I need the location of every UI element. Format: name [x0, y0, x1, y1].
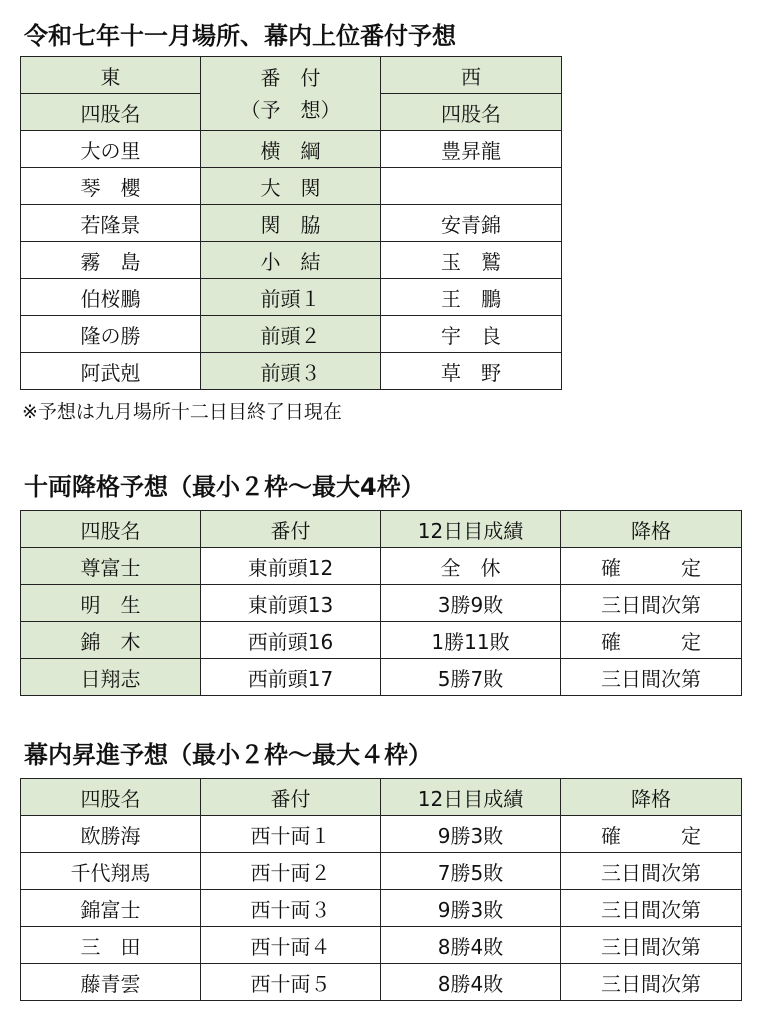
- promotion-status: 三日間次第: [561, 890, 742, 927]
- promotion-status: 三日間次第: [561, 853, 742, 890]
- wrestler-name: 日翔志: [21, 659, 201, 696]
- west-wrestler: 安青錦: [381, 205, 562, 242]
- rank-header: [201, 57, 381, 131]
- rank-header-line2: （予 想）: [240, 97, 341, 122]
- west-wrestler: 宇 良: [381, 316, 562, 353]
- west-wrestler: 王 鵬: [381, 279, 562, 316]
- banzuke-header-row: [21, 57, 562, 94]
- wrestler-rank: 西十両１: [201, 816, 381, 853]
- promotion-table: [20, 778, 742, 1001]
- shikona-header: 四股名: [21, 779, 201, 816]
- demotion-status: 三日間次第: [561, 659, 742, 696]
- table-row: [21, 548, 742, 585]
- wrestler-rank: 西十両３: [201, 890, 381, 927]
- west-wrestler: 草 野: [381, 353, 562, 390]
- rank-header: 番付: [201, 779, 381, 816]
- table-row: [21, 659, 742, 696]
- table-row: [21, 964, 742, 1001]
- east-wrestler: 阿武剋: [21, 353, 201, 390]
- table-row: [21, 316, 562, 353]
- banzuke-title: 令和七年十一月場所、幕内上位番付予想: [24, 22, 456, 50]
- record-header: 12日目成績: [381, 779, 561, 816]
- rank-header-line1: 番 付: [260, 65, 321, 90]
- promotion-status: 三日間次第: [561, 927, 742, 964]
- table-row: [21, 927, 742, 964]
- wrestler-record: 9勝3敗: [381, 890, 561, 927]
- table-row: [21, 168, 562, 205]
- wrestler-name: 錦富士: [21, 890, 201, 927]
- promotion-title: 幕内昇進予想（最小２枠～最大４枠）: [24, 741, 432, 769]
- wrestler-name: 錦 木: [21, 622, 201, 659]
- west-wrestler: [381, 168, 562, 205]
- east-header: 東: [21, 57, 201, 94]
- wrestler-name: 明 生: [21, 585, 201, 622]
- wrestler-rank: 西前頭17: [201, 659, 381, 696]
- record-header: 12日目成績: [381, 511, 561, 548]
- west-header: 西: [381, 57, 562, 94]
- rank-cell: 前頭２: [201, 316, 381, 353]
- rank-cell: 小 結: [201, 242, 381, 279]
- wrestler-record: 3勝9敗: [381, 585, 561, 622]
- wrestler-name: 尊富士: [21, 548, 201, 585]
- wrestler-record: 7勝5敗: [381, 853, 561, 890]
- shikona-header: 四股名: [21, 511, 201, 548]
- demotion-header-row: [21, 511, 742, 548]
- wrestler-rank: 東前頭12: [201, 548, 381, 585]
- rank-cell: 前頭１: [201, 279, 381, 316]
- promotion-status: 三日間次第: [561, 964, 742, 1001]
- wrestler-rank: 西前頭16: [201, 622, 381, 659]
- status-header: 降格: [561, 779, 742, 816]
- table-row: [21, 816, 742, 853]
- east-wrestler: 隆の勝: [21, 316, 201, 353]
- wrestler-record: 1勝11敗: [381, 622, 561, 659]
- rank-cell: 大 関: [201, 168, 381, 205]
- west-shikona-header: 四股名: [381, 94, 562, 131]
- east-wrestler: 伯桜鵬: [21, 279, 201, 316]
- wrestler-rank: 西十両５: [201, 964, 381, 1001]
- table-row: [21, 353, 562, 390]
- east-shikona-header: 四股名: [21, 94, 201, 131]
- wrestler-rank: 東前頭13: [201, 585, 381, 622]
- rank-cell: 前頭３: [201, 353, 381, 390]
- rank-cell: 関 脇: [201, 205, 381, 242]
- table-row: [21, 622, 742, 659]
- wrestler-name: 欧勝海: [21, 816, 201, 853]
- banzuke-table: [20, 56, 562, 390]
- wrestler-rank: 西十両４: [201, 927, 381, 964]
- west-wrestler: 玉 鷲: [381, 242, 562, 279]
- status-header: 降格: [561, 511, 742, 548]
- demotion-table: [20, 510, 742, 696]
- wrestler-name: 藤青雲: [21, 964, 201, 1001]
- table-row: [21, 242, 562, 279]
- rank-header: 番付: [201, 511, 381, 548]
- wrestler-rank: 西十両２: [201, 853, 381, 890]
- east-wrestler: 霧 島: [21, 242, 201, 279]
- demotion-title: 十両降格予想（最小２枠～最大4枠）: [24, 473, 425, 501]
- demotion-status: 三日間次第: [561, 585, 742, 622]
- promotion-status: 確 定: [561, 816, 742, 853]
- table-row: [21, 131, 562, 168]
- wrestler-record: 8勝4敗: [381, 927, 561, 964]
- rank-cell: 横 綱: [201, 131, 381, 168]
- wrestler-record: 9勝3敗: [381, 816, 561, 853]
- wrestler-record: 全 休: [381, 548, 561, 585]
- wrestler-name: 三 田: [21, 927, 201, 964]
- table-row: [21, 853, 742, 890]
- forecast-note: ※予想は九月場所十二日目終了日現在: [22, 401, 342, 423]
- demotion-status: 確 定: [561, 622, 742, 659]
- wrestler-name: 千代翔馬: [21, 853, 201, 890]
- wrestler-record: 8勝4敗: [381, 964, 561, 1001]
- east-wrestler: 琴 櫻: [21, 168, 201, 205]
- table-row: [21, 890, 742, 927]
- east-wrestler: 大の里: [21, 131, 201, 168]
- table-row: [21, 279, 562, 316]
- east-wrestler: 若隆景: [21, 205, 201, 242]
- west-wrestler: 豊昇龍: [381, 131, 562, 168]
- promotion-header-row: [21, 779, 742, 816]
- table-row: [21, 585, 742, 622]
- demotion-status: 確 定: [561, 548, 742, 585]
- table-row: [21, 205, 562, 242]
- wrestler-record: 5勝7敗: [381, 659, 561, 696]
